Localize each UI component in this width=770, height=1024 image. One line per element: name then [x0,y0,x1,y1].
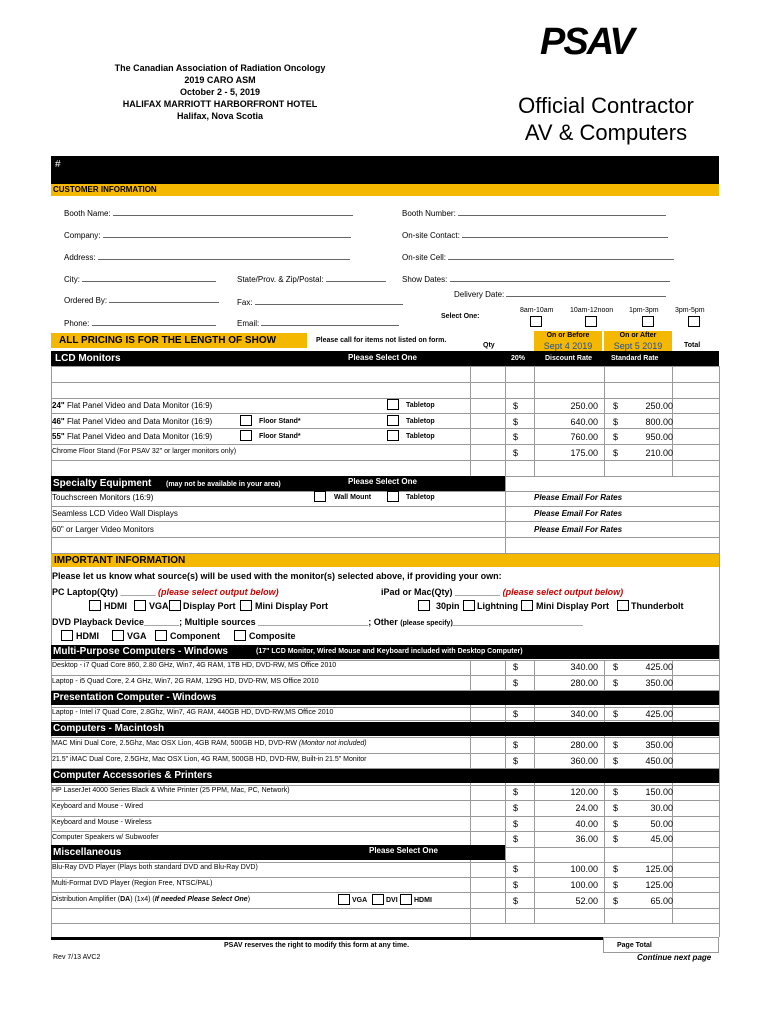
mac-30pin-label: 30pin [436,601,460,611]
src-hdmi-checkbox[interactable] [61,630,73,641]
acc-row-1: HP LaserJet 4000 Series Black & White Printer (25 PPM, Mac, PC, Network) [52,787,290,794]
city-label: City: [64,275,216,284]
dollar-sign: $ [613,819,619,829]
grid-line [51,831,719,832]
standard-price: 65.00 [650,896,673,906]
standard-price: 45.00 [650,834,673,844]
dollar-sign: $ [513,432,519,442]
grid-line [51,892,719,893]
misc-title: Miscellaneous [53,847,122,858]
standard-price: 950.00 [645,432,673,442]
grid-line [51,923,719,924]
fax-label: Fax: [237,298,403,307]
grid-line [51,908,719,909]
multi-title: Multi-Purpose Computers - Windows [53,646,228,657]
order-number-bar [51,156,719,184]
standard-label: Standard Rate [611,355,659,362]
acc-row-2: Keyboard and Mouse - Wired [52,803,144,810]
pc-hdmi-checkbox[interactable] [89,600,101,611]
present-title: Presentation Computer - Windows [53,692,217,703]
tabletop-label: Tabletop [406,418,435,425]
grid-line [51,707,719,708]
fax-field[interactable] [255,304,403,305]
specialty-title: Specialty Equipment [53,478,152,489]
specialty-select: Please Select One [348,477,417,486]
discount-price: 36.00 [575,834,598,844]
specialty-row-2: Seamless LCD Video Wall Displays [52,509,178,518]
org-name: The Canadian Association of Radiation Oncology [114,63,326,73]
grid-line [51,506,719,507]
mac-thunderbolt-checkbox[interactable] [617,600,629,611]
acc-row-4: Computer Speakers w/ Subwoofer [52,834,159,841]
phone-field[interactable] [92,325,216,326]
specialty-sub: (may not be available in your area) [166,481,281,488]
dollar-sign: $ [613,864,619,874]
dollar-sign: $ [613,432,619,442]
da-hdmi-checkbox[interactable] [400,894,412,905]
mac-minidp-label: Mini Display Port [536,601,610,611]
grid-line [51,816,719,817]
address-field[interactable] [98,259,350,260]
misc-header [51,845,505,860]
src-composite-checkbox[interactable] [234,630,246,641]
dollar-sign: $ [613,834,619,844]
booth-number-label: Booth Number: [402,209,666,218]
discount-price: 280.00 [570,678,598,688]
src-composite-label: Composite [249,631,296,641]
da-dvi-checkbox[interactable] [372,894,384,905]
pricing-notice-bar [51,333,307,348]
booth-number-field[interactable] [458,215,666,216]
standard-price: 50.00 [650,819,673,829]
standard-price: 125.00 [645,864,673,874]
floorstand-label: Floor Stand* [259,433,301,440]
dollar-sign: $ [613,678,619,688]
email-rates: Please Email For Rates [534,509,623,518]
standard-price: 150.00 [645,787,673,797]
standard-price: 425.00 [645,662,673,672]
mac-header [51,722,719,736]
grid-line [51,428,719,429]
grid-line [51,537,719,538]
dollar-sign: $ [613,401,619,411]
mac-row-1: MAC Mini Dual Core, 2.5Ghz, Mac OSX Lion, 4GB RAM, 500GB HD, DVD-RW (Monitor not included) [52,740,367,747]
pricing-notice: ALL PRICING IS FOR THE LENGTH OF SHOW [59,335,277,346]
onsite-cell-label: On-site Cell: [402,253,674,262]
dvd-line: DVD Playback Device_______; Multiple sources ______________________; Other (please specify)__________________________ [52,617,583,627]
standard-price: 800.00 [645,417,673,427]
lcd-row-3: 55" Flat Panel Video and Data Monitor (16:9) [52,432,213,441]
multi-header [51,645,719,659]
da-vga-label: VGA [352,897,368,904]
src-component-checkbox[interactable] [155,630,167,641]
standard-price: 425.00 [645,709,673,719]
booth-name-label: Booth Name: [64,209,353,218]
discount-price: 340.00 [570,709,598,719]
dollar-sign: $ [613,880,619,890]
tabletop-checkbox-46[interactable] [387,415,399,426]
discount-price: 250.00 [570,401,598,411]
present-header [51,691,719,705]
grid-line [51,660,719,661]
footer-rule [51,937,603,940]
onsite-contact-field[interactable] [462,237,668,238]
email-rates: Please Email For Rates [534,525,623,534]
psav-logo: PSAV [540,21,633,63]
dollar-sign: $ [613,803,619,813]
grid-line [51,737,719,738]
acc-header [51,769,719,783]
grid-line [51,382,719,383]
discount-price: 760.00 [570,432,598,442]
dollar-sign: $ [513,678,519,688]
select-one-label: Select One: [441,313,480,320]
tabletop-checkbox-55[interactable] [387,430,399,441]
hash-label: # [55,159,61,170]
floorstand-label: Floor Stand* [259,418,301,425]
after-date: Sept 5 2019 [613,341,663,351]
discount-price: 360.00 [570,756,598,766]
grid-line [51,877,719,878]
grid-line [51,444,719,445]
slot-checkbox-4[interactable] [688,316,700,327]
src-component-label: Component [170,631,220,641]
grid-line [51,398,719,399]
event-name: 2019 CARO ASM [184,75,256,85]
dollar-sign: $ [513,834,519,844]
dollar-sign: $ [513,864,519,874]
standard-price: 350.00 [645,740,673,750]
da-vga-checkbox[interactable] [338,894,350,905]
dollar-sign: $ [513,740,519,750]
grid-line [51,491,719,492]
rev-label: Rev 7/13 AVC2 [53,954,101,961]
specialty-row-1: Touchscreen Monitors (16:9) [52,493,154,502]
src-vga-label: VGA [127,631,147,641]
before-header [534,331,602,353]
slot-label-2: 10am-12noon [570,307,614,314]
slot-label-1: 8am-10am [520,307,554,314]
tabletop-label: Tabletop [406,433,435,440]
city-name: Halifax, Nova Scotia [176,111,264,121]
slot-checkbox-1[interactable] [530,316,542,327]
dollar-sign: $ [613,709,619,719]
misc-row-1: Blu-Ray DVD Player (Plays both standard DVD and Blu-Ray DVD) [52,864,258,871]
title-line2: AV & Computers [524,120,688,145]
dollar-sign: $ [613,448,619,458]
company-field[interactable] [103,237,351,238]
dollar-sign: $ [613,662,619,672]
discount-price: 120.00 [570,787,598,797]
dollar-sign: $ [513,787,519,797]
phone-label: Phone: [64,319,216,328]
dollar-sign: $ [613,756,619,766]
lcd-row-4: Chrome Floor Stand (For PSAV 32" or larger monitors only) [52,448,237,455]
multi-sub: (17" LCD Monitor, Wired Mouse and Keyboard included with Desktop Computer) [256,648,523,655]
dollar-sign: $ [513,803,519,813]
grid-line [470,366,471,476]
slot-label-3: 1pm-3pm [629,307,659,314]
mac-row-2: 21.5" iMAC Dual Core, 2.5GHz, Mac OSX Lion, 4G RAM, 500GB HD, DVD-RW, Built-in 21.5" Monitor [52,756,367,763]
discount-price: 40.00 [575,819,598,829]
call-note: Please call for items not listed on form. [316,337,447,344]
mac-minidp-checkbox[interactable] [521,600,533,611]
misc-row-2: Multi-Format DVD Player (Region Free, NTSC/PAL) [52,880,213,887]
pc-minidp-checkbox[interactable] [240,600,252,611]
customer-heading: CUSTOMER INFORMATION [53,185,157,194]
wallmount-checkbox[interactable] [314,491,326,502]
grid-line [51,800,719,801]
acc-title: Computer Accessories & Printers [53,770,213,781]
important-line1: Please let us know what source(s) will be used with the monitor(s) selected above, if providing your own: [52,571,502,581]
src-hdmi-label: HDMI [76,631,99,641]
form-title [486,92,726,146]
acc-row-3: Keyboard and Mouse - Wireless [52,819,152,826]
tabletop-label: Tabletop [406,494,435,501]
pc-vga-label: VGA [149,601,169,611]
dollar-sign: $ [513,880,519,890]
discount-price: 640.00 [570,417,598,427]
state-field[interactable] [326,281,386,282]
pc-minidp-label: Mini Display Port [255,601,329,611]
discount-price: 340.00 [570,662,598,672]
multi-row-1: Desktop - i7 Quad Core 860, 2.80 GHz, Win7, 4G RAM, 1TB HD, DVD-RW, MS Office 2010 [52,662,337,669]
discount-price: 175.00 [570,448,598,458]
da-hdmi-label: HDMI [414,897,432,904]
slot-label-4: 3pm-5pm [675,307,705,314]
lcd-row-2: 46" Flat Panel Video and Data Monitor (16:9) [52,417,213,426]
lcd-title: LCD Monitors [55,353,121,364]
mac-lightning-label: Lightning [477,601,518,611]
discount-price: 280.00 [570,740,598,750]
floorstand-checkbox-55[interactable] [240,430,252,441]
floorstand-checkbox-46[interactable] [240,415,252,426]
total-header: Total [684,342,701,349]
email-field[interactable] [261,325,399,326]
hotel-name: HALIFAX MARRIOTT HARBORFRONT HOTEL [122,99,318,109]
standard-price: 210.00 [645,448,673,458]
grid-line [51,785,719,786]
lcd-row-1: 24" Flat Panel Video and Data Monitor (16:9) [52,401,213,410]
misc-select: Please Select One [369,846,438,855]
dollar-sign: $ [513,448,519,458]
grid-line [719,366,720,937]
email-label: Email: [237,319,399,328]
rate-header [505,351,719,366]
grid-line [51,862,719,863]
ordered-by-field[interactable] [109,302,219,303]
specialty-tabletop-checkbox[interactable] [387,491,399,502]
address-label: Address: [64,253,350,262]
discount-price: 100.00 [570,880,598,890]
present-row-1: Laptop - Intel i7 Quad Core, 2.8Ghz, Win7, 4G RAM, 440GB HD, DVD-RW,MS Office 2010 [52,709,334,716]
lcd-header [51,351,505,366]
multi-row-2: Laptop - i5 Quad Core, 2.4 GHz, Win7, 2G RAM, 129G HD, DVD-RW, MS Office 2010 [52,678,319,685]
event-info [0,62,440,122]
ordered-by-label: Ordered By: [64,296,219,305]
dollar-sign: $ [513,662,519,672]
dollar-sign: $ [513,401,519,411]
discount-price: 24.00 [575,803,598,813]
onsite-contact-label: On-site Contact: [402,231,668,240]
da-dvi-label: DVI [386,897,398,904]
show-dates-label: Show Dates: [402,275,670,284]
standard-price: 450.00 [645,756,673,766]
dollar-sign: $ [513,756,519,766]
onsite-cell-field[interactable] [448,259,674,260]
src-vga-checkbox[interactable] [112,630,124,641]
important-title: IMPORTANT INFORMATION [54,555,186,566]
after-header [604,331,672,353]
wallmount-label: Wall Mount [334,494,372,501]
page-total-label: Page Total [617,942,652,949]
before-label: On or Before [546,332,590,339]
dollar-sign: $ [613,896,619,906]
booth-name-field[interactable] [113,215,353,216]
slot-checkbox-3[interactable] [642,316,654,327]
dollar-sign: $ [513,417,519,427]
specialty-row-3: 60" or Larger Video Monitors [52,525,154,534]
pc-dp-checkbox[interactable] [169,600,181,611]
discount-label: Discount Rate [545,355,593,362]
grid-line [604,366,605,476]
dollar-sign: $ [613,417,619,427]
qty-header: Qty [483,342,495,349]
delivery-field[interactable] [506,296,666,297]
state-label: State/Prov. & Zip/Postal: [237,275,386,284]
slot-checkbox-2[interactable] [585,316,597,327]
ipad-line: iPad or Mac(Qty) _________ (please select output below) [381,587,624,597]
customer-header [51,184,719,196]
mac-thunderbolt-label: Thunderbolt [631,601,684,611]
grid-line [51,753,719,754]
grid-line [51,521,719,522]
dollar-sign: $ [613,787,619,797]
pc-hdmi-label: HDMI [104,601,127,611]
grid-line [505,366,506,553]
specialty-header [51,476,505,491]
lcd-select: Please Select One [348,353,417,362]
tabletop-checkbox-24[interactable] [387,399,399,410]
discount-price: 100.00 [570,864,598,874]
grid-line [51,675,719,676]
delivery-label: Delivery Date: [454,290,666,299]
email-rates: Please Email For Rates [534,493,623,502]
reserve-note: PSAV reserves the right to modify this form at any time. [224,942,410,949]
dollar-sign: $ [513,896,519,906]
mac-title: Computers - Macintosh [53,723,165,734]
pc-vga-checkbox[interactable] [134,600,146,611]
discount-pct: 20% [511,355,526,362]
event-dates: October 2 - 5, 2019 [179,87,261,97]
standard-price: 250.00 [645,401,673,411]
mac-30pin-checkbox[interactable] [418,600,430,611]
mac-lightning-checkbox[interactable] [463,600,475,611]
title-line1: Official Contractor [518,93,694,118]
pc-dp-label: Display Port [183,601,236,611]
before-date: Sept 4 2019 [543,341,593,351]
standard-price: 350.00 [645,678,673,688]
standard-price: 30.00 [650,803,673,813]
standard-price: 125.00 [645,880,673,890]
important-header [51,554,719,567]
tabletop-label: Tabletop [406,402,435,409]
page-total-field[interactable] [603,937,719,953]
grid-line [51,366,719,367]
pc-laptop-line: PC Laptop(Qty) _______ (please select output below) [52,587,279,597]
dollar-sign: $ [613,740,619,750]
grid-line [51,413,719,414]
continue-label: Continue next page [637,953,712,962]
discount-price: 52.00 [575,896,598,906]
dollar-sign: $ [513,819,519,829]
misc-row-3: Distribution Amplifier (DA) (1x4) (If needed Please Select One) [52,896,251,903]
dollar-sign: $ [513,709,519,719]
grid-line [51,460,719,461]
city-field[interactable] [82,281,216,282]
grid-line [51,720,719,721]
company-label: Company: [64,231,351,240]
show-dates-field[interactable] [450,281,670,282]
after-label: On or After [619,332,657,339]
